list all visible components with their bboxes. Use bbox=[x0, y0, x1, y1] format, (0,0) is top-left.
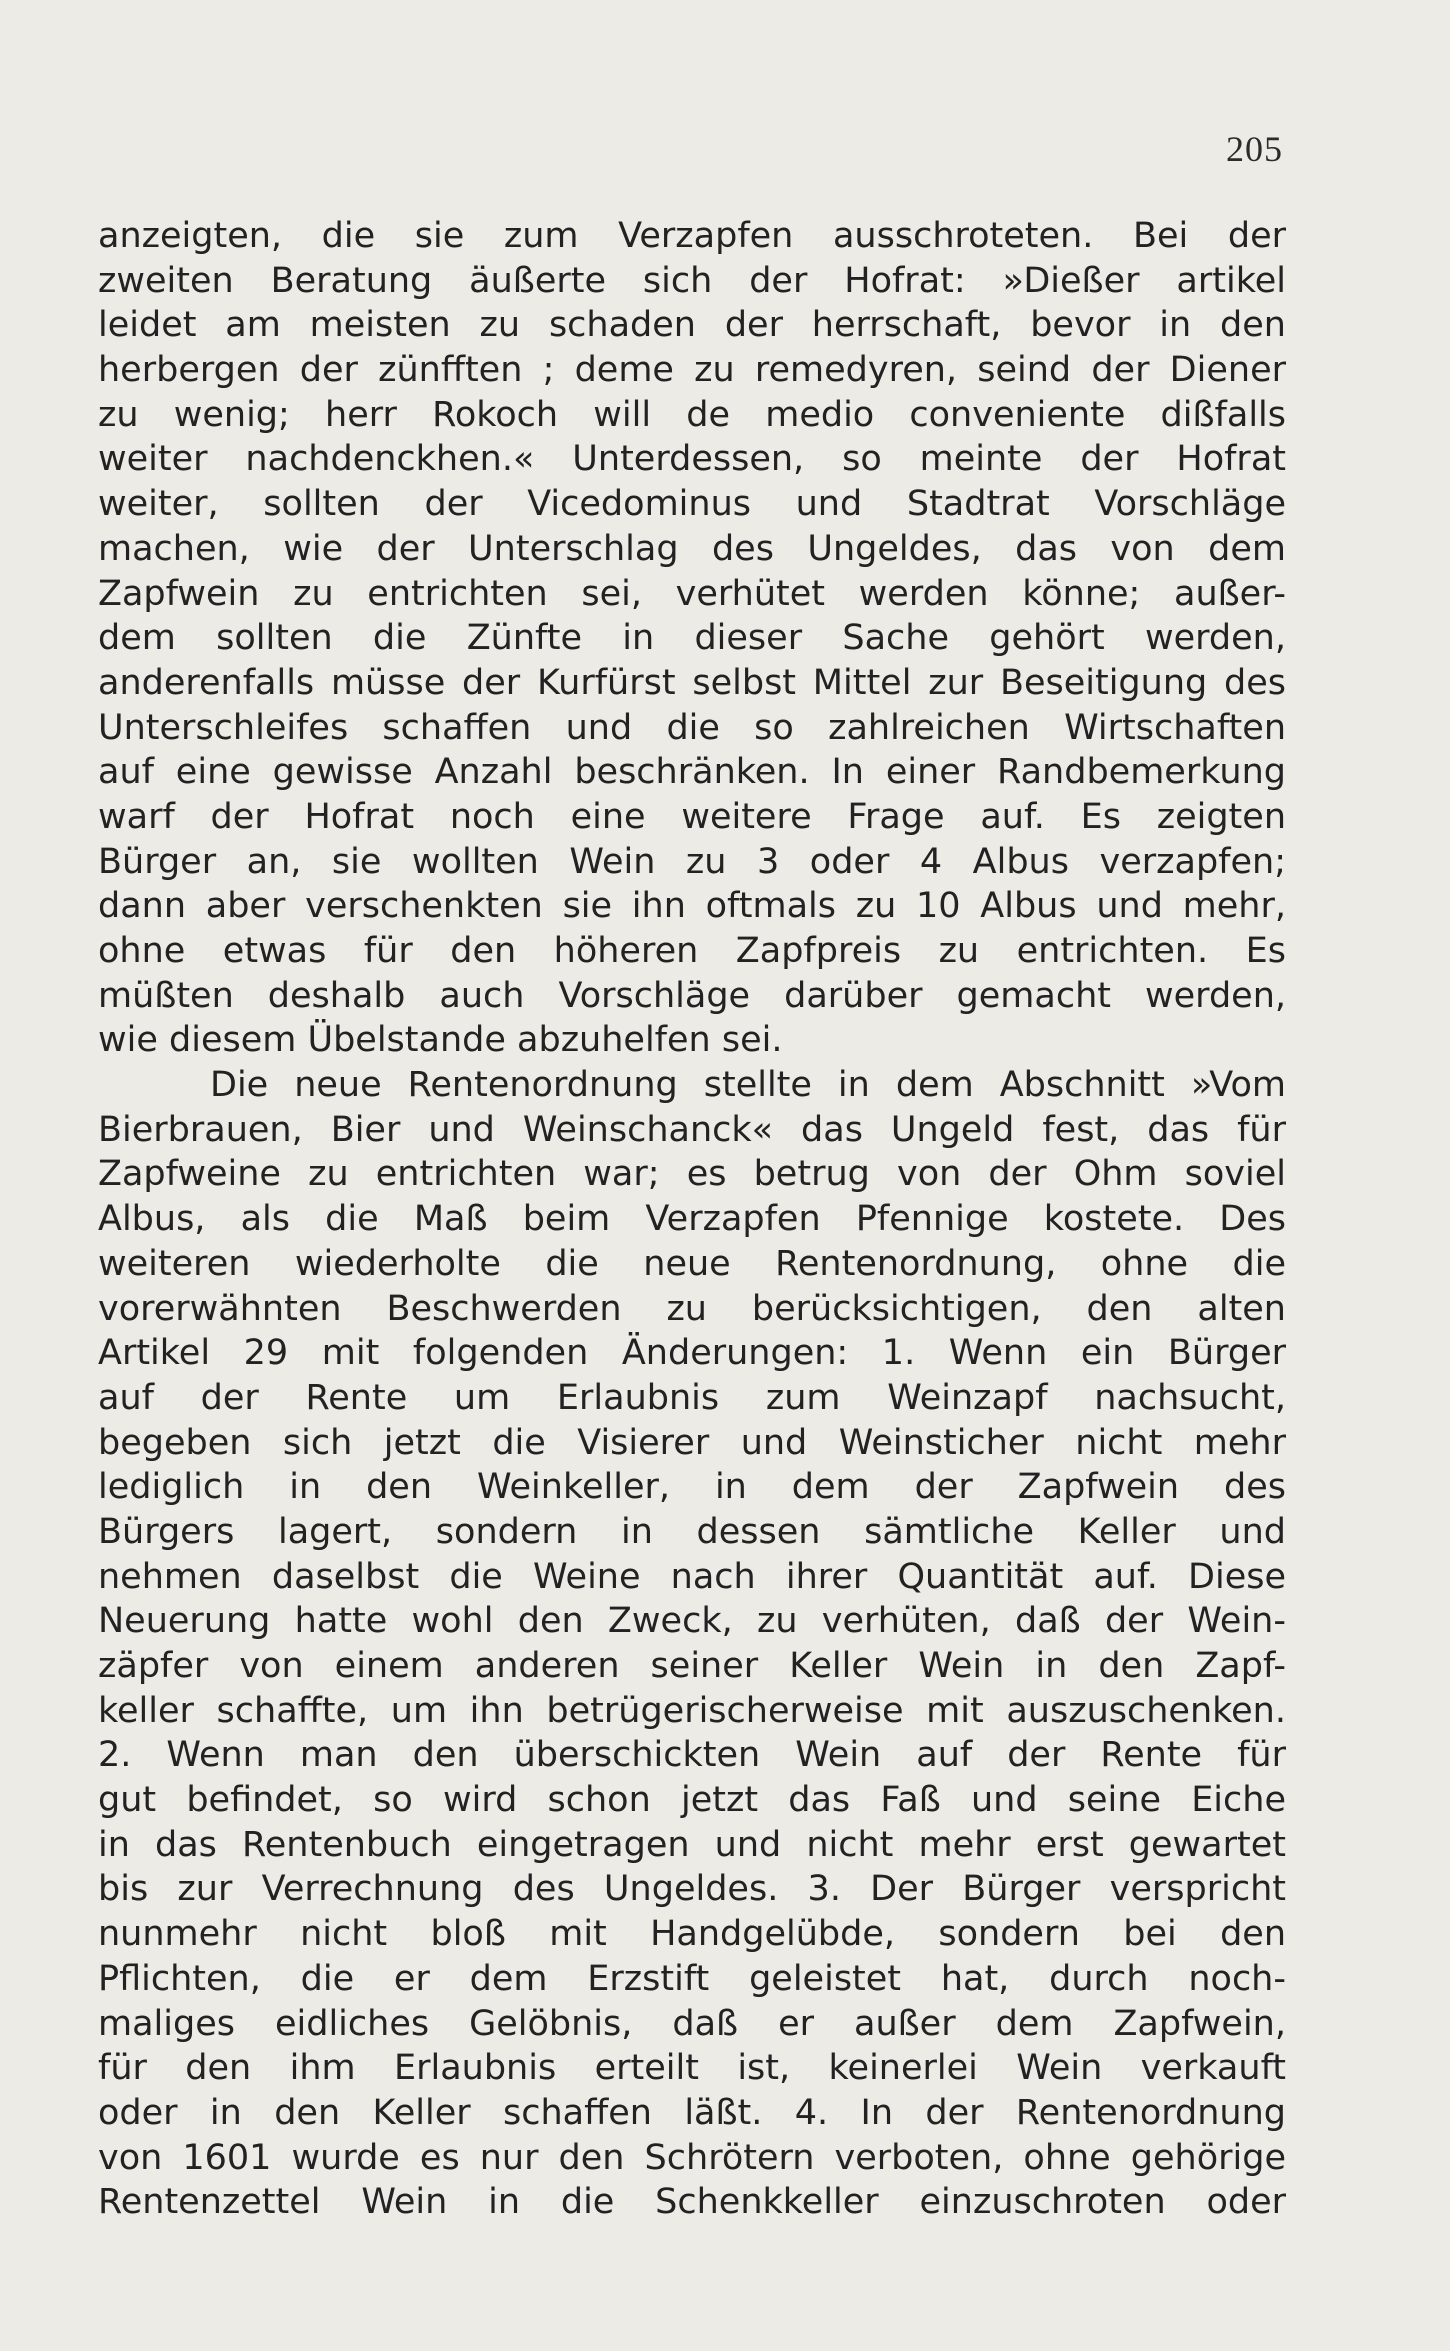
text-line: 2. Wenn man den überschickten Wein auf der Rente für bbox=[98, 1735, 1286, 1776]
text-line: warf der Hofrat noch eine weitere Frage auf. Es zeigten bbox=[98, 796, 1286, 837]
text-line: von 1601 wurde es nur den Schrötern verboten, ohne gehörige bbox=[98, 2137, 1286, 2178]
text-line: Zapfweine zu entrichten war; es betrug von der Ohm soviel bbox=[98, 1154, 1286, 1195]
text-line: nunmehr nicht bloß mit Handgelübde, sondern bei den bbox=[98, 1914, 1286, 1955]
text-line: Bürgers lagert, sondern in dessen sämtliche Keller und bbox=[98, 1511, 1286, 1552]
text-line: Artikel 29 mit folgenden Änderungen: 1. Wenn ein Bürger bbox=[98, 1333, 1286, 1374]
text-line: zweiten Beratung äußerte sich der Hofrat: »Dießer artikel bbox=[98, 260, 1286, 301]
text-line: maliges eidliches Gelöbnis, daß er außer dem Zapfwein, bbox=[98, 2003, 1286, 2044]
text-line: leidet am meisten zu schaden der herrschaft, bevor in den bbox=[98, 305, 1286, 346]
text-line: zäpfer von einem anderen seiner Keller Wein in den Zapf- bbox=[98, 1646, 1286, 1686]
text-line: dann aber verschenkten sie ihn oftmals zu 10 Albus und mehr, bbox=[98, 886, 1286, 927]
body-text bbox=[98, 214, 1286, 2225]
page-number: 205 bbox=[1226, 129, 1283, 169]
text-line: Albus, als die Maß beim Verzapfen Pfennige kostete. Des bbox=[98, 1199, 1286, 1240]
text-line: für den ihm Erlaubnis erteilt ist, keinerlei Wein verkauft bbox=[98, 2048, 1286, 2089]
text-line: oder in den Keller schaffen läßt. 4. In der Rentenordnung bbox=[98, 2092, 1286, 2133]
text-line: Pflichten, die er dem Erzstift geleistet hat, durch noch- bbox=[98, 1958, 1286, 1999]
text-line: müßten deshalb auch Vorschläge darüber gemacht werden, bbox=[98, 975, 1286, 1016]
text-line: nehmen daselbst die Weine nach ihrer Quantität auf. Diese bbox=[98, 1556, 1286, 1597]
text-line: Bürger an, sie wollten Wein zu 3 oder 4 Albus verzapfen; bbox=[98, 841, 1286, 882]
text-line: herbergen der zünfften ; deme zu remedyren, seind der Diener bbox=[98, 350, 1286, 391]
text-line: lediglich in den Weinkeller, in dem der Zapfwein des bbox=[98, 1467, 1286, 1508]
text-line: bis zur Verrechnung des Ungeldes. 3. Der Bürger verspricht bbox=[98, 1869, 1286, 1910]
text-line: Die neue Rentenordnung stellte in dem Abschnitt »Vom bbox=[210, 1065, 1286, 1106]
text-line: Neuerung hatte wohl den Zweck, zu verhüten, daß der Wein- bbox=[98, 1601, 1286, 1642]
text-line: weiter, sollten der Vicedominus und Stadtrat Vorschläge bbox=[98, 484, 1286, 525]
text-line: Bierbrauen, Bier und Weinschanck« das Ungeld fest, das für bbox=[98, 1109, 1286, 1150]
text-line: machen, wie der Unterschlag des Ungeldes, das von dem bbox=[98, 528, 1286, 569]
text-line: dem sollten die Zünfte in dieser Sache gehört werden, bbox=[98, 618, 1286, 659]
text-line: anderenfalls müsse der Kurfürst selbst Mittel zur Beseitigung des bbox=[98, 662, 1286, 703]
text-line: begeben sich jetzt die Visierer und Weinsticher nicht mehr bbox=[98, 1422, 1286, 1463]
text-line: in das Rentenbuch eingetragen und nicht mehr erst gewartet bbox=[98, 1824, 1286, 1865]
text-line: auf eine gewisse Anzahl beschränken. In einer Randbemerkung bbox=[98, 752, 1286, 793]
text-line: ohne etwas für den höheren Zapfpreis zu entrichten. Es bbox=[98, 931, 1286, 971]
text-line: gut befindet, so wird schon jetzt das Faß und seine Eiche bbox=[98, 1780, 1286, 1821]
text-line: wie diesem Übelstande abzuhelfen sei. bbox=[98, 1020, 783, 1061]
text-line: weiteren wiederholte die neue Rentenordnung, ohne die bbox=[98, 1243, 1286, 1284]
text-line: Rentenzettel Wein in die Schenkkeller einzuschroten oder bbox=[98, 2182, 1286, 2223]
text-line: anzeigten, die sie zum Verzapfen ausschroteten. Bei der bbox=[98, 216, 1286, 256]
text-line: Unterschleifes schaffen und die so zahlreichen Wirtschaften bbox=[98, 707, 1286, 748]
text-line: weiter nachdenckhen.« Unterdessen, so meinte der Hofrat bbox=[98, 439, 1286, 480]
text-line: keller schaffte, um ihn betrügerischerweise mit auszuschenken. bbox=[98, 1690, 1286, 1731]
text-line: Zapfwein zu entrichten sei, verhütet werden könne; außer- bbox=[98, 573, 1286, 614]
text-line: vorerwähnten Beschwerden zu berücksichtigen, den alten bbox=[98, 1288, 1286, 1329]
text-line: zu wenig; herr Rokoch will de medio conveniente dißfalls bbox=[98, 394, 1286, 435]
text-line: auf der Rente um Erlaubnis zum Weinzapf nachsucht, bbox=[98, 1377, 1286, 1418]
